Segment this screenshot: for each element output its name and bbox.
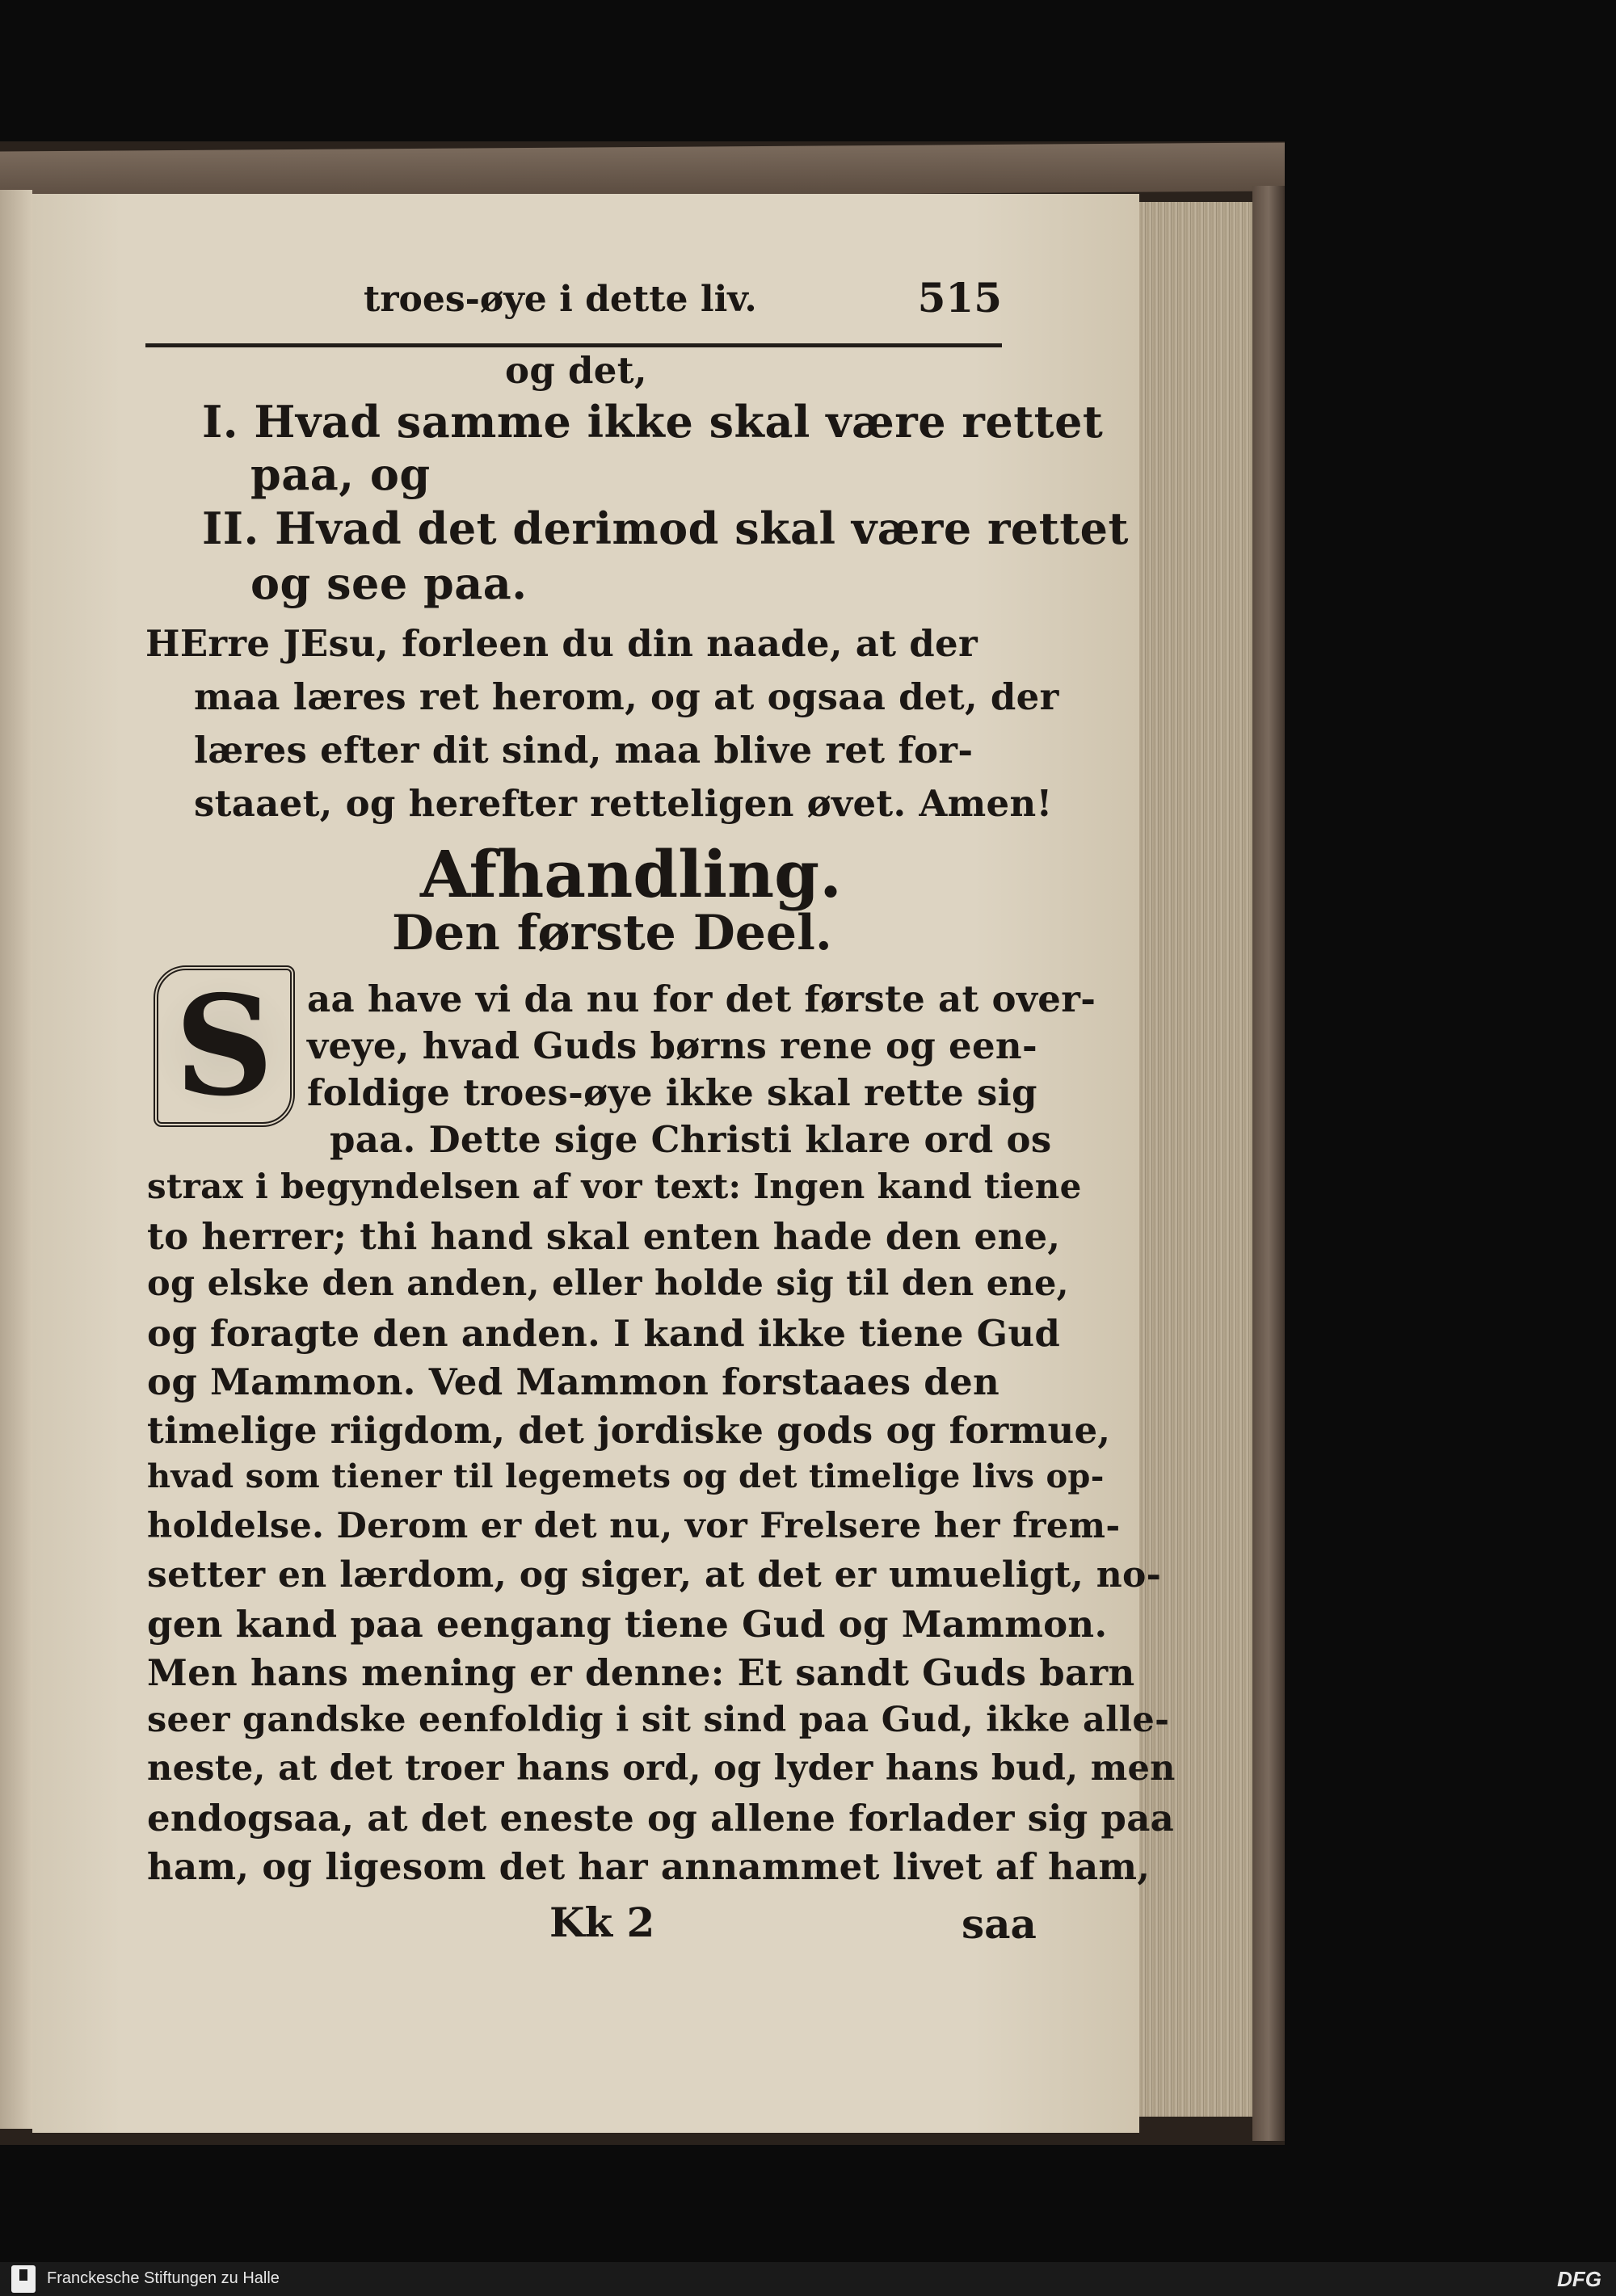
running-head: [145, 274, 1002, 347]
text-line: hvad som tiener til legemets og det timelige livs op-: [147, 1457, 1105, 1495]
text-line: I. Hvad samme ikke skal være rettet: [202, 396, 1104, 448]
viewer-footer-bar: [0, 2262, 1616, 2296]
text-line: endogsaa, at det eneste og allene forlader sig paa: [147, 1797, 1175, 1840]
signature-mark: Kk 2: [549, 1899, 655, 1946]
text-line: HErre JEsu, forleen du din naade, at der: [145, 622, 978, 665]
running-head-title: troes-øye i dette liv.: [364, 279, 757, 320]
text-line: paa. Dette sige Christi klare ord os: [330, 1118, 1052, 1161]
text-line: timelige riigdom, det jordiske gods og formue,: [147, 1409, 1111, 1452]
facing-page-edge: [0, 190, 32, 2129]
text-line: maa læres ret herom, og at ogsaa det, der: [194, 675, 1059, 718]
text-line: strax i begyndelsen af vor text: Ingen kand tiene: [147, 1167, 1082, 1206]
subsection-heading: Den første Deel.: [392, 905, 832, 961]
text-line: og foragte den anden. I kand ikke tiene Gud: [147, 1312, 1061, 1355]
text-line: og Mammon. Ved Mammon forstaaes den: [147, 1360, 1000, 1403]
text-line: staaet, og herefter retteligen øvet. Amen!: [194, 782, 1053, 825]
text-line: Men hans mening er denne: Et sandt Guds barn: [147, 1651, 1135, 1694]
decorated-initial: S: [154, 965, 295, 1127]
dfg-logo: DFG: [1557, 2267, 1601, 2291]
institution-name: Franckesche Stiftungen zu Halle: [47, 2269, 280, 2287]
text-line: seer gandske eenfoldig i sit sind paa Gud, ikke alle-: [147, 1700, 1170, 1740]
text-line: to herrer; thi hand skal enten hade den ene,: [147, 1215, 1061, 1258]
text-line: og det,: [505, 349, 647, 392]
section-heading: Afhandling.: [420, 836, 842, 912]
text-line: aa have vi da nu for det første at over-: [307, 978, 1096, 1020]
book-board: [1252, 186, 1285, 2141]
text-line: neste, at det troer hans ord, og lyder hans bud, men: [147, 1748, 1176, 1789]
text-line: setter en lærdom, og siger, at det er umueligt, no-: [147, 1554, 1162, 1596]
text-line: veye, hvad Guds børns rene og een-: [307, 1024, 1037, 1067]
text-line: læres efter dit sind, maa blive ret for-: [194, 729, 974, 772]
institution-logo-icon: [11, 2265, 36, 2293]
page-number: 515: [917, 274, 1002, 322]
text-line: gen kand paa eengang tiene Gud og Mammon.: [147, 1603, 1108, 1646]
text-line: og elske den anden, eller holde sig til den ene,: [147, 1264, 1069, 1304]
text-line: og see paa.: [250, 557, 528, 609]
text-line: foldige troes-øye ikke skal rette sig: [307, 1071, 1037, 1114]
text-line: paa, og: [250, 448, 431, 500]
book-top-edge: [0, 142, 1285, 200]
book-page: [32, 194, 1139, 2133]
text-line: holdelse. Derom er det nu, vor Frelsere her frem-: [147, 1506, 1121, 1546]
catchword: saa: [962, 1900, 1037, 1948]
text-line: II. Hvad det derimod skal være rettet: [202, 503, 1129, 554]
text-line: ham, og ligesom det har annammet livet af ham,: [147, 1845, 1151, 1888]
